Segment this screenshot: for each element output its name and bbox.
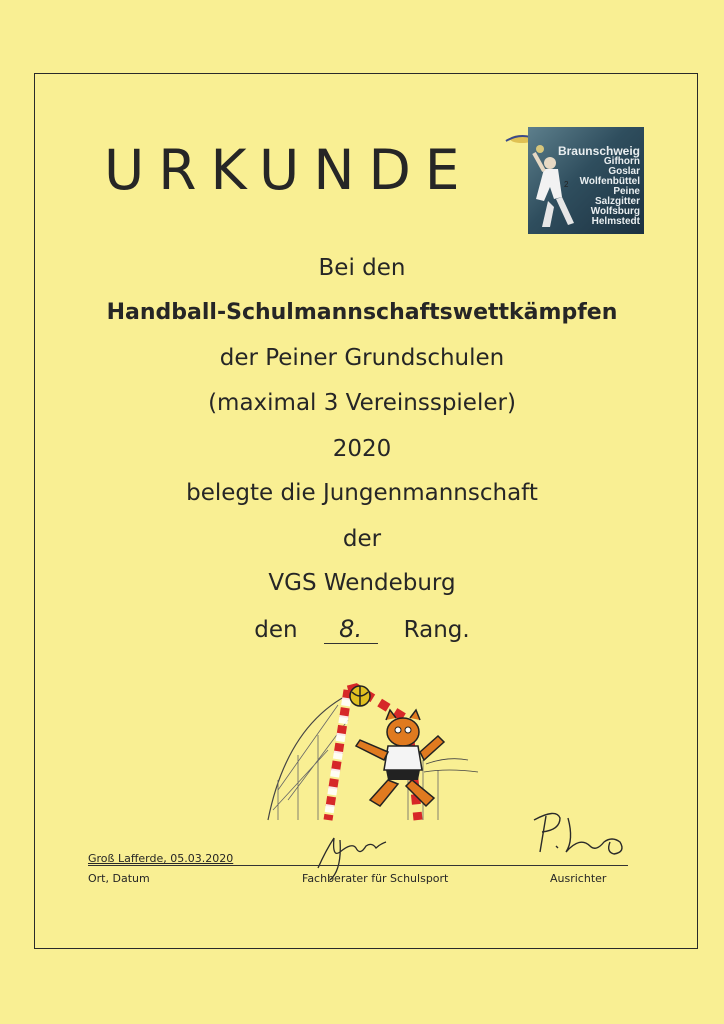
rank-row <box>0 615 724 644</box>
rank-value: 8. <box>324 615 378 644</box>
goalkeeper-mascot-illustration <box>248 660 488 828</box>
line-competition: Handball-Schulmannschaftswettkämpfen <box>106 300 618 325</box>
line-der: der <box>342 526 382 552</box>
organizer-label: Ausrichter <box>550 872 607 885</box>
logo-city-list: Braunschweig Gifhorn Goslar Wolfenbüttel Peine Salzgitter Wolfsburg Helmstedt <box>557 144 640 227</box>
line-bei-den: Bei den <box>318 255 406 281</box>
advisor-label: Fachberater für Schulsport <box>302 872 449 885</box>
certificate-title: URKUNDE <box>104 138 474 202</box>
rank-suffix: Rang. <box>403 617 470 643</box>
line-school-name: VGS Wendeburg <box>268 570 456 596</box>
rank-prefix: den <box>254 617 298 643</box>
place-date-label: Ort, Datum <box>88 872 150 885</box>
signature-line <box>88 865 628 866</box>
line-year: 2020 <box>332 436 392 462</box>
line-schools: der Peiner Grundschulen <box>219 345 505 371</box>
line-max-players: (maximal 3 Vereinsspieler) <box>208 390 516 416</box>
svg-text:2: 2 <box>564 180 569 189</box>
handball-region-logo <box>500 127 644 234</box>
place-date-value: Groß Lafferde, 05.03.2020 <box>88 852 234 865</box>
line-team: belegte die Jungenmannschaft <box>186 480 538 506</box>
logo-photo <box>528 127 644 234</box>
